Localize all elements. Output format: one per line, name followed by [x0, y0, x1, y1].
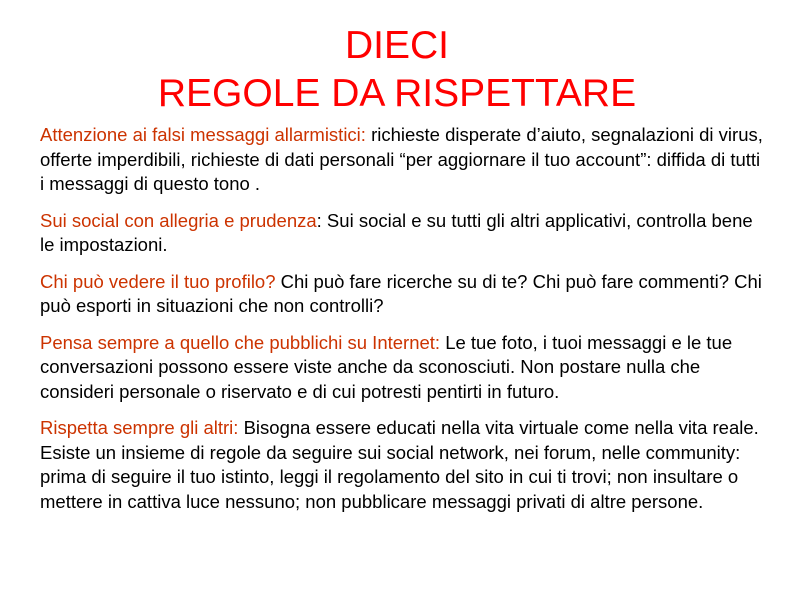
rule-lead: Chi può vedere il tuo profilo?: [40, 270, 276, 292]
rule-lead: Sui social con allegria e prudenza: [40, 209, 317, 231]
rule-lead: Rispetta sempre gli altri:: [40, 417, 239, 438]
rules-list: [40, 123, 765, 526]
rule-item: [40, 209, 765, 258]
rule-lead: Pensa sempre a quello che pubblichi su Internet:: [40, 331, 441, 353]
rule-text: richieste disperate d’aiuto, segnalazioni di virus, offerte imperdibili, richieste di dati personali “per aggiornare il tuo account”: diffida di tutti i messaggi di questo tono .: [40, 124, 763, 194]
rule-lead: Attenzione ai falsi messaggi allarmistici:: [40, 124, 366, 145]
rule-text: : Sui social e su tutti gli altri applicativi, controlla bene le impostazioni.: [40, 209, 753, 255]
rule-item: [40, 416, 765, 514]
rule-text: Bisogna essere educati nella vita virtuale come nella vita reale. Esiste un insieme di regole da seguire sui social network, nei forum, nelle community: prima di seguire il tuo istinto, leggi il regolamento del sito in cui ti trovi; non insultare o mettere in cattiva luce nessuno; non pubblicare messaggi privati di altre persone.: [40, 417, 759, 512]
rule-item: [40, 123, 765, 197]
title-line-2: REGOLE DA RISPETTARE: [157, 72, 637, 115]
rule-text: Chi può fare ricerche su di te? Chi può fare commenti? Chi può esporti in situazioni che non controlli?: [40, 270, 762, 316]
rule-item: [40, 331, 765, 405]
rule-text: Le tue foto, i tuoi messaggi e le tue conversazioni possono essere viste anche da sconosciuti. Non postare nulla che consideri personale o riservato e di cui potresti pentirti in futuro.: [40, 331, 733, 402]
slide-title: [0, 22, 794, 118]
rule-item: [40, 270, 765, 319]
title-line-1: DIECI: [344, 24, 449, 67]
